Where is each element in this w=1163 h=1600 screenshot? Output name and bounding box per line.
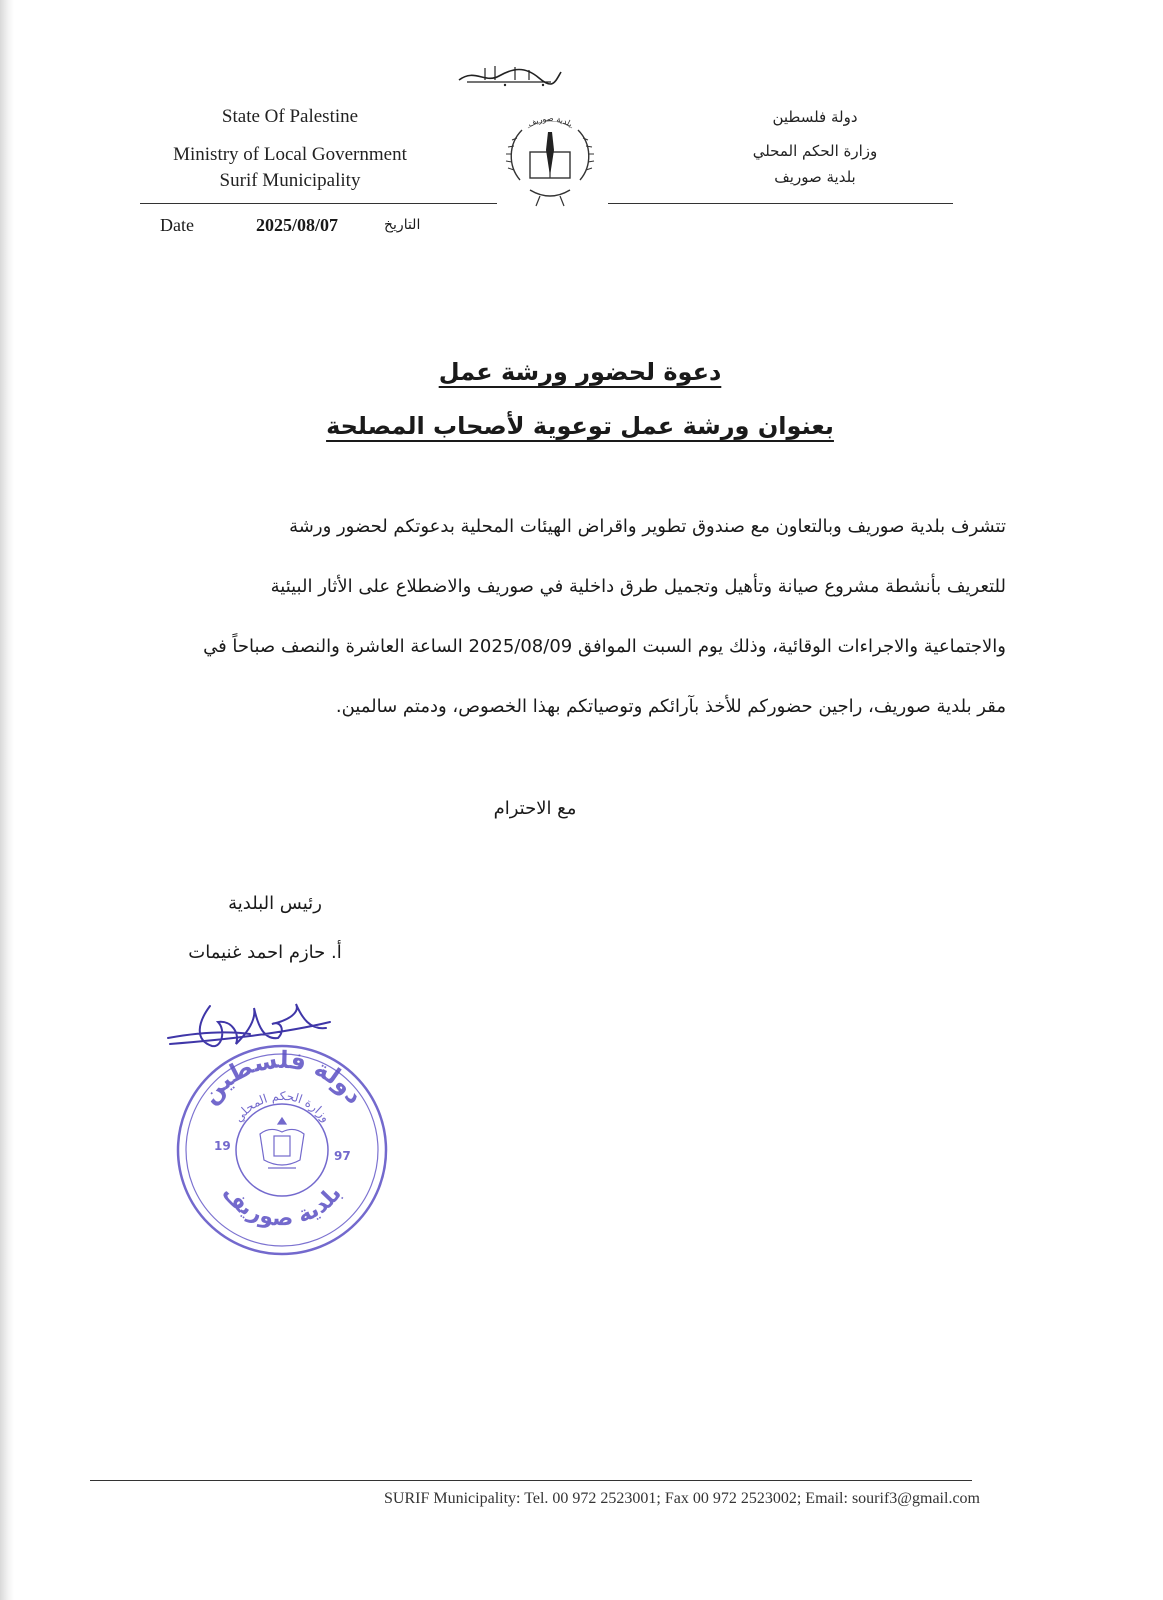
stamp-year-left: 19 [214, 1139, 231, 1153]
stamp-outer-text: دولة فلسطين [195, 1045, 369, 1110]
footer-divider [90, 1480, 972, 1481]
basmala-calligraphy [455, 62, 565, 88]
state-name-ar: دولة فلسطين [772, 108, 858, 126]
scan-edge-shadow [0, 0, 14, 1600]
footer-contact: SURIF Municipality: Tel. 00 972 2523001; Fax 00 972 2523002; Email: sourif3@gmail.com [384, 1490, 980, 1507]
date-label-ar: التاريخ [384, 217, 421, 233]
header-english [130, 104, 450, 194]
svg-text:بلدية صوريف [526, 114, 574, 129]
signatory-name: أ. حازم احمد غنيمات [188, 942, 342, 963]
invitation-subtitle: بعنوان ورشة عمل توعوية لأصحاب المصلحة [326, 412, 834, 440]
body-line-4: مقر بلدية صوريف، راجين حضوركم للأخذ بآرائكم وتوصياتكم بهذا الخصوص، ودمتم سالمين. [335, 696, 1006, 717]
eagle-emblem-icon [260, 1118, 304, 1168]
municipality-name-ar: بلدية صوريف [774, 168, 856, 186]
closing-greeting: مع الاحترام [493, 798, 577, 819]
municipality-emblem-icon [500, 110, 600, 214]
municipality-name-en: Surif Municipality [219, 170, 361, 191]
state-name-en: State Of Palestine [221, 106, 359, 127]
body-line-1: تتشرف بلدية صوريف وبالتعاون مع صندوق تطوير واقراض الهيئات المحلية بدعوتكم لحضور ورشة [289, 516, 1006, 537]
official-stamp [160, 1000, 400, 1270]
emblem-label: بلدية صوريف [526, 113, 574, 129]
stamp-year-right: 97 [334, 1149, 351, 1163]
body-line-2: للتعريف بأنشطة مشروع صيانة وتأهيل وتجميل طرق داخلية في صوريف والاضطلاع على الأثار البيئية [270, 576, 1006, 597]
date-value: 2025/08/07 [256, 215, 339, 235]
svg-text:بلدية صوريف [217, 1181, 347, 1232]
letter-body [88, 497, 1006, 737]
ministry-name-en: Ministry of Local Government [173, 144, 407, 165]
ministry-name-ar: وزارة الحكم المحلي [752, 142, 878, 160]
header-divider-right [608, 203, 953, 204]
stamp-bottom-text: بلدية صوريف [216, 1180, 347, 1232]
date-label-en: Date [160, 215, 194, 235]
invitation-title: دعوة لحضور ورشة عمل [438, 358, 722, 386]
signatory-title: رئيس البلدية [228, 893, 322, 914]
header-arabic [670, 104, 960, 190]
stamp-inner-text: وزارة الحكم المحلي [231, 1088, 334, 1125]
signature-scribble [168, 1004, 330, 1046]
date-row [160, 213, 450, 243]
header-divider-left [140, 203, 497, 204]
body-line-3: والاجتماعية والاجراءات الوقائية، وذلك يوم السبت الموافق 2025/08/09 الساعة العاشرة والنصف صباحاً في [203, 636, 1006, 657]
